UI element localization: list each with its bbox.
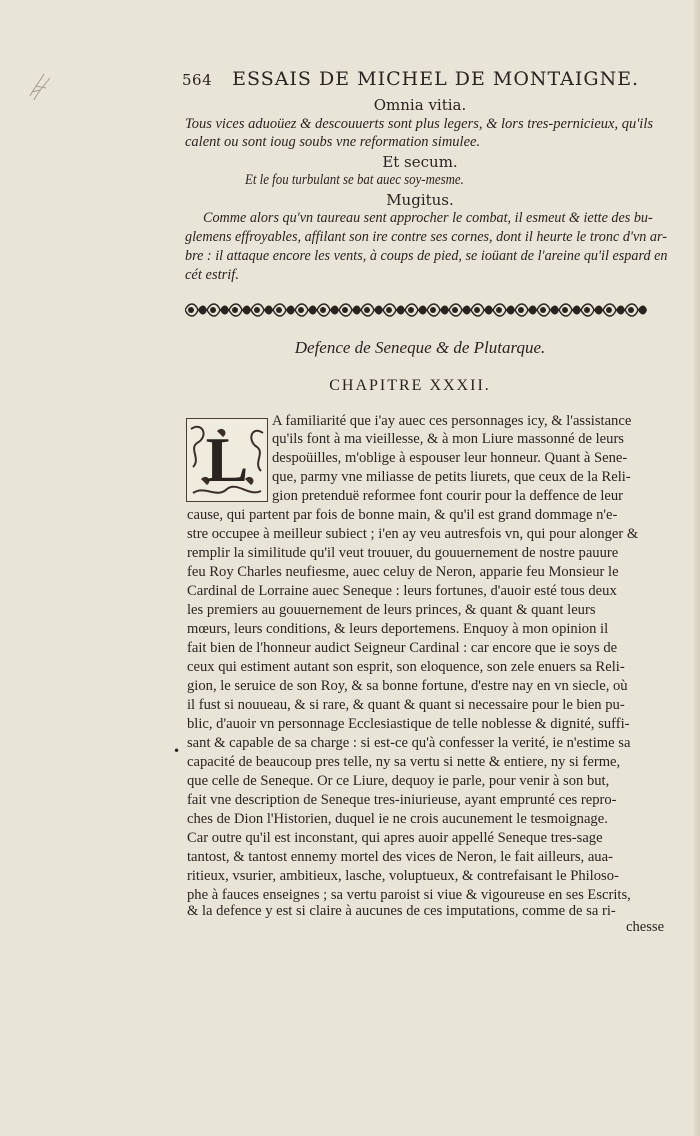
body-line: ceux qui estiment autant son esprit, son eloquence, son zele enuers sa Reli- xyxy=(187,659,625,675)
body-line: fait bien de l'honneur audict Seigneur Cardinal : car encore que ie soys de xyxy=(187,640,618,656)
running-head xyxy=(182,68,642,90)
body-line: ches de Dion l'Historien, duquel ie ne crois aucunement le tesmoignage. xyxy=(187,811,608,827)
body-line: gion, le seruice de son Roy, & sa bonne fortune, d'estre nay en vn siecle, où xyxy=(187,678,628,694)
quotation-line: cét estrif. xyxy=(185,267,239,283)
dropcap xyxy=(186,418,268,502)
body-line: cause, qui partent par fois de bonne main, & qu'il est grand dommage n'e- xyxy=(187,507,618,523)
quotation-latin: Omnia vitia. xyxy=(373,96,467,114)
body-line: blic, d'auoir vn personnage Ecclesiastique de telle noblesse & dignité, suffi- xyxy=(187,716,630,732)
body-line: Car outre qu'il est inconstant, qui apres auoir appellé Seneque tres-sage xyxy=(187,830,603,846)
body-line: gion pretenduë reformee font courir pour la deffence de leur xyxy=(272,488,624,504)
body-line: ritieux, vsurier, ambitieux, lasche, voluptueux, & contrefaisant le Philoso- xyxy=(187,868,619,884)
quotation-line: Tous vices aduoüez & descouuerts sont plus legers, & lors tres-pernicieux, qu'ils xyxy=(185,116,654,132)
running-title: ESSAIS DE MICHEL DE MONTAIGNE. xyxy=(232,68,640,90)
chapter-heading: CHAPITRE XXXII. xyxy=(329,377,491,394)
catchword: chesse xyxy=(626,919,665,935)
body-line: Cardinal de Lorraine auec Seneque : leurs fortunes, d'auoir esté tous deux xyxy=(187,583,617,599)
body-line: feu Roy Charles neufiesme, auec celuy de Neron, apparie feu Monsieur le xyxy=(187,564,619,580)
quotation-latin: Mugitus. xyxy=(386,191,454,209)
body-line: remplir la similitude qu'il veut trouuer, du gouuernement de nostre pauure xyxy=(187,545,619,561)
body-line: fait vne description de Seneque tres-iniurieuse, ayant emprunté ces repro- xyxy=(187,792,617,808)
body-line: despoüilles, m'oblige à espouser leur honneur. Quant à Sene- xyxy=(272,450,628,466)
body-line: les premiers au gouuernement de leurs princes, & quant & quant leurs xyxy=(187,602,596,618)
body-line: mœurs, leurs conditions, & leurs deportemens. Enquoy à mon opinion il xyxy=(187,621,609,637)
body-line: qu'ils font à ma vieillesse, & à mon Liure massonné de leurs xyxy=(272,431,624,447)
quotation-line: glemens effroyables, affilant son ire contre ses cornes, dont il heurte le tronc d'vn ar- xyxy=(185,229,667,245)
section-title: Defence de Seneque & de Plutarque. xyxy=(294,338,546,357)
body-line: phe à fauces enseignes ; sa vertu paroist si viue & vigoureuse en ses Escrits, xyxy=(187,887,631,903)
body-line: stre occupee à meilleur subiect ; i'en ay veu autresfois vn, qui pour alonger & xyxy=(187,526,639,542)
stray-ink-mark: • xyxy=(173,744,181,758)
dropcap-letter: L xyxy=(205,424,249,495)
body-line: que, parmy vne miliasse de petits liurets, que ceux de la Reli- xyxy=(272,469,631,485)
body-line: il fust si nouueau, & si rare, & quant & quant si necessaire pour le bien pu- xyxy=(187,697,625,713)
body-line: & la defence y est si claire à aucunes de ces imputations, comme de sa ri- xyxy=(187,903,616,919)
body-line: A familiarité que i'ay auec ces personnages icy, & l'assistance xyxy=(272,413,632,429)
body-line: capacité de beaucoup pres telle, ny sa vertu si nette & entiere, ny si ferme, xyxy=(187,754,621,770)
quotation-line: Et le fou turbulant se bat auec soy-mesme. xyxy=(245,172,464,188)
body-line: sant & capable de sa charge : si est-ce qu'à confesser la verité, ie n'estime sa xyxy=(187,735,631,751)
quotation-latin: Et secum. xyxy=(382,153,458,171)
margin-scribble xyxy=(26,66,54,104)
quotation-line: calent ou sont ioug soubs vne reformation simulee. xyxy=(185,134,481,150)
page-edge xyxy=(694,0,700,1136)
quotation-line: bre : il attaque encore les vents, à coups de pied, se ioüant de l'areine qu'il espard en xyxy=(185,248,668,264)
quotation-line: Comme alors qu'vn taureau sent approcher le combat, il esmeut & iette des bu- xyxy=(203,210,653,226)
ornamental-band xyxy=(185,300,661,320)
body-line: tantost, & tantost ennemy mortel des vices de Neron, le fait ailleurs, aua- xyxy=(187,849,613,865)
page-number: 564 xyxy=(182,71,213,89)
body-line: que celle de Seneque. Or ce Liure, dequoy ie parle, pour venir à son but, xyxy=(187,773,610,789)
